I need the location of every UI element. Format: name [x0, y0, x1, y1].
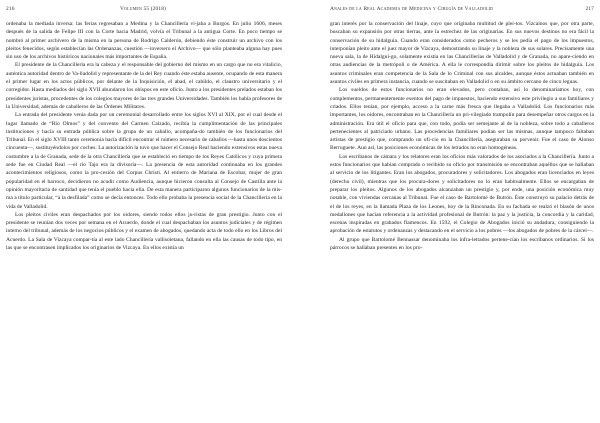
left-page-number: 216	[6, 6, 15, 12]
right-paragraph-2: Los sueldos de estos funcionarios no eran elevados, pero contaban, así lo denominaríamos hoy, con complementos, permanentemente exentos del pago de impuestos, haciendo extensivo este privilegio a sus familiares y criados. Ellos tenían, por ejemplo, acceso a la carne más fresca que llegaba a Valladolid. Los funcionarios más importantes, los oidores, encontraban en la Chancillería un pri-vilegiado trampolín para desempeñar otros cargos en la administración. Era útil el oficio para que, con todo, podía ser semejante al de la nobleza, sobre todo a caballeros pertenecientes al patriciado urbano. Las procedencias familiares podían ser las mismas, aunque tampoco faltaban artistas de prestigio que, comprando un ofi-cio en la Chancillería, aseguraban su porvenir. Fue el caso de Alonso Berruguete. Aun así, las posiciones económicas de los letrados no eran homogéneas.	[330, 87, 594, 152]
right-paragraph-4: Al grupo que Bartolomé Bennassar denominaba los infra-letrados pertene-cían los escribanos ordinarios. Si los párrocos se hallaban presentes en los pro-	[330, 236, 594, 252]
right-running-title: Anales de la Real Academia de Medicina y Cirugía de Valladolid	[330, 6, 494, 12]
right-page	[304, 0, 600, 423]
left-paragraph-1: ordenaba la mediada inversa: las ferias regresaban a Medina y la Chancillería vi-jaba a Burgos. En julio 1606, meses después de la salida de Felipe III con la Corte hacia Madrid, volvía el Tribunal a la antigua Corte. En poco tiempo se nombró al primer archivero de la misma en la persona de Rodrigo Calderón, debiendo éste construir un archivo con los pleitos fenecidos, según establecían las Ordenanzas, cuestión —inversero el Archivo— que sólo planteaba alguna hay pues sin uso de los archivos históricos nacionales más importantes de España.	[6, 21, 282, 61]
left-paragraph-2: El presidente de la Chancillería era la cabeza y el responsable del gobierno del mismo en un cargo que no era vitalicio, auténtica autoridad dentro de Va-lladolid y representante de la del Rey cuando éste estaba ausente, ocupando de esta manera el primer lugar en los actos públicos, por delante de la Inquisición, el abad, el cabildo, el claustro universitario y el corregidor. Hasta mediados del siglo XVII abundaron los obispos en este oficio. Junto a los presidentes prelados estaban los presidentes juristas, procedentes de los colegios mayores de las tres grandes Universidades. También los había profesores de la Universidad, además de caballeros de las Órdenes Militares.	[6, 62, 282, 110]
left-page	[0, 0, 296, 423]
left-running-title: Volumen 55 (2018)	[119, 6, 166, 12]
left-paragraph-4: Los pleitos civiles eran despachados por los oidores, siendo todos ellos ju-ristas de gran prestigio. Junto con el presidente se reunían dos veces por semana en el Acuerdo, donde el cual despachaban los asuntos judiciales y de régimen interno del tribunal, además de los negocios públicos y el examen de abogados, quedando acta de todo ello en los Libros del Acuerdo. La Sala de Vizcaya compar-tía al este lado Chancillería vallisoletana, fallando en ella las causas de todo tipo, en las que se encontrasen implicados los originarios de Vizcaya. En ellos existía un	[6, 211, 282, 252]
right-paragraph-3: Los escribanos de cámara y los relatores eran los oficios más valorados de los asociados a la Chancillería. Junto a estos funcionarios que habían comprado o recibido su oficio por transmisión se encontraban aquéllos que se hallaban al servicio de los litigantes. Eran los abogados, procuradores y solicitadores. Los abogados eran licenciados en leyes (derecho civil), mientras que los procura-dores y solicitadores no lo eran habitualmente. Ellos se encargaban de preparar los pleitos. Algunos de los abogados alcanzaban un prestigio y, por ende, una posición económica muy notable, con viviendas cercanas al Tribunal. Fue el caso de Bartolomé de Butrón. Éste construyó su palacio detrás de el de los reyes, en la llamada Plaza de los Leones, hoy de la Rinconada. En su fachada se realzó el blasón de unos medallones que hacían referencia a la actividad profesional de Butrón: la paz y la justicia, la concordia y la caridad, escenas inspiradas en grabados flamencos. En 1592, el Colegio de Abogados inició su andadura, consiguiendo la aprobación de estatutos y ordenanzas y destacando en el servicio a los pobres —los abogados de pobres de la cárcel—.	[330, 153, 594, 235]
right-running-head	[330, 5, 594, 14]
left-body-text	[6, 20, 282, 252]
left-paragraph-3: La entrada del presidente venía dada por un ceremonial desarrollado entre los siglos XVI al XIX, por el cual desde el lugar llamado de “Río Olmos” y del convento del Carmen Calzado, recibía la cumplimentación de las principales instituciones y hacía su entrada pública sobre la grupa de un caballo, acompaña-do también de los funcionarios del Tribunal. En el siglo XVIII tanto ceremonia hacía difícil encontrar el número necesario de caballos —hasta unos doscientos cincuenta—, sustituyéndolos por coches. La autorización la tuvo que hacer el Consejo Real haciendo extensivos estas nueva costumbre a la de Granada, sede de la otra Chancillería que se estableció en tiempo de los Reyes Católicos y cuya primera sede fue en Ciudad Real —el río Tajo era la divisoria—. La presencia de esta autoridad continuaba en los grandes acontecimientos religiosos, como la pro-cesión del Corpus Christi. Al entierro de Mariana de Escobar, mujer de gran popularidad en el barroco, decidieron no acudir como Audiencia, aunque hicieron consulta al Consejo de Castilla ante la opinión mayoritaria de santidad que tenía el pueblo hacia ella. De esta manera participaron algunos funcionarios de la mis-ma a título particular, “a la desfilada” como se decía entonces. Todo ello probaba la presencia social de la Chancillería en la vida de Valladolid.	[6, 112, 282, 210]
right-page-number: 217	[585, 6, 594, 12]
right-body-text	[330, 20, 594, 252]
right-paragraph-1: gran interés por la conservación del linaje, cuyo que originaba multitud de plei-tos. Vizcaínos que, por otra parte, buscaban su expansión por otras tierras, ante la estrechez de las originarias. En sus nuevos destinos no era fácil la conservación de su hidalguía. Cuando eran considerados como pecheros y se les pedía el pago de los impuestos, interponían pleito ante el juez mayor de Vizcaya, demostrando su linaje y la nobleza de sus solares. Precisamente una nueva sala, la de Hidalguí-go, solamente existía en las Chancillerías de Valladolid y de Granada, no apare-ciendo en otras audiencias de la metrópoli o de América. A ella le correspondía dirimir sobre los pleitos de hidalguía. Los asuntos criminales eran competencia de la Sala de lo Criminal con sus alcaldes, aunque éstos actuaban también en asuntos civiles en primera instancia, cuando se suscitaban en Valladolid o en su ámbito cercano de cinco leguas.	[330, 21, 594, 86]
left-running-head	[6, 5, 280, 14]
